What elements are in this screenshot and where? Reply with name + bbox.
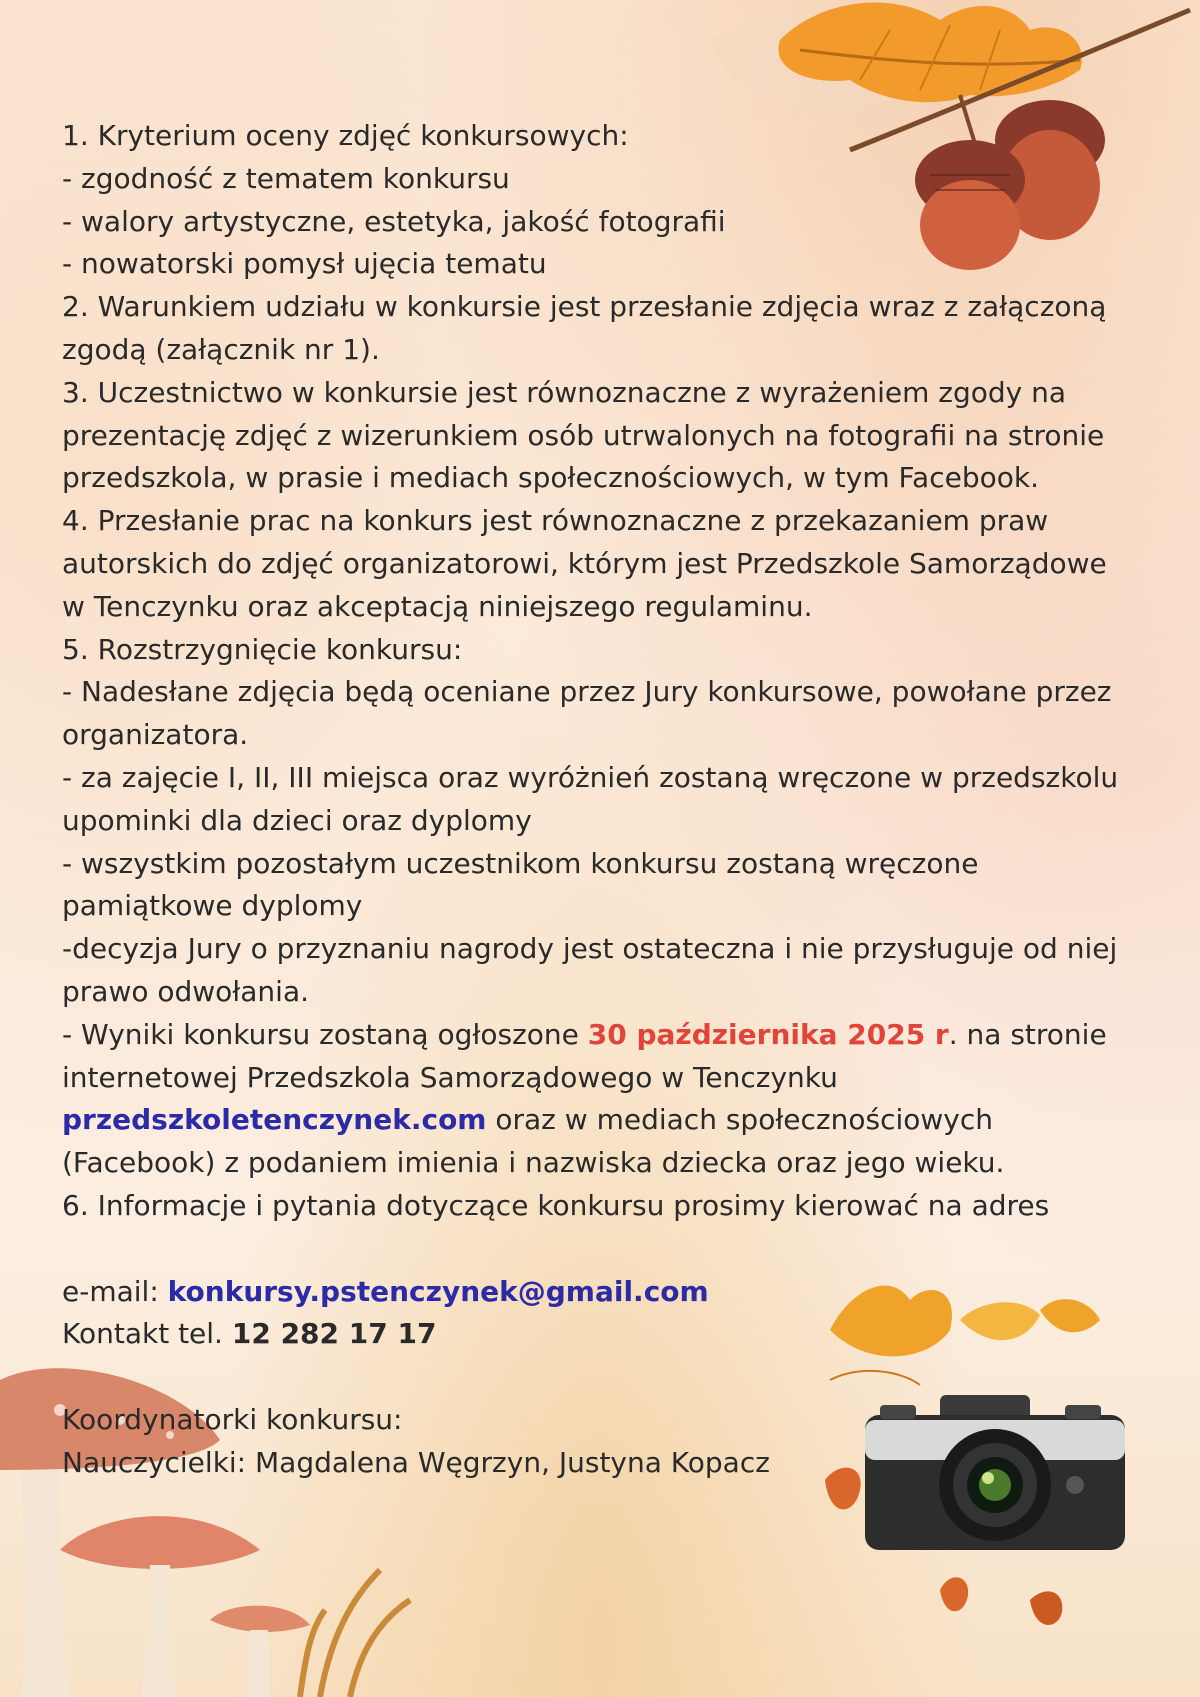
phone-line: Kontakt tel. 12 282 17 17 [62, 1317, 437, 1351]
rule-text: - wszystkim pozostałym uczestnikom konkursu zostaną wręczone [62, 846, 979, 880]
email-line: e-mail: konkursy.pstenczynek@gmail.com [62, 1274, 709, 1308]
rule-text: - za zajęcie I, II, III miejsca oraz wyróżnień zostaną wręczone w przedszkolu [62, 760, 1119, 794]
rule-text: prezentację zdjęć z wizerunkiem osób utrwalonych na fotografii na stronie [62, 418, 1105, 452]
criteria-item: - zgodność z tematem konkursu [62, 161, 510, 195]
falling-leaves-illustration [820, 1460, 1100, 1660]
results-date: 30 października 2025 r [587, 1017, 949, 1051]
coordinators-title: Koordynatorki konkursu: [62, 1402, 403, 1436]
results-line: (Facebook) z podaniem imienia i nazwiska dziecka oraz jego wieku. [62, 1146, 1005, 1180]
resolution-heading: 5. Rozstrzygnięcie konkursu: [62, 632, 463, 666]
rule-text: autorskich do zdjęć organizatorowi, którym jest Przedszkole Samorządowe [62, 546, 1107, 580]
results-line: - Wyniki konkursu zostaną ogłoszone 30 października 2025 r. na stronie [62, 1017, 1107, 1051]
rule-text: zgodą (załącznik nr 1). [62, 332, 380, 366]
rule-text: 4. Przesłanie prac na konkurs jest równoznaczne z przekazaniem praw [62, 504, 1049, 538]
email-link[interactable]: konkursy.pstenczynek@gmail.com [167, 1274, 709, 1308]
criteria-item: - walory artystyczne, estetyka, jakość fotografii [62, 204, 726, 238]
regulations-text [62, 115, 1142, 1485]
rule-text: pamiątkowe dyplomy [62, 889, 363, 923]
rule-text: organizatora. [62, 718, 249, 752]
rule-text: przedszkola, w prasie i mediach społecznościowych, w tym Facebook. [62, 461, 1039, 495]
rule-text: upominki dla dzieci oraz dyplomy [62, 803, 532, 837]
results-line: przedszkoletenczynek.com oraz w mediach społecznościowych [62, 1103, 993, 1137]
coordinators-names: Nauczycielki: Magdalena Węgrzyn, Justyna Kopacz [62, 1445, 770, 1479]
rule-text: w Tenczynku oraz akceptacją niniejszego regulaminu. [62, 589, 813, 623]
results-line: internetowej Przedszkola Samorządowego w Tenczynku [62, 1060, 838, 1094]
criteria-heading: 1. Kryterium oceny zdjęć konkursowych: [62, 119, 629, 152]
rule-text: - Nadesłane zdjęcia będą oceniane przez Jury konkursowe, powołane przez [62, 675, 1112, 709]
rule-text: prawo odwołania. [62, 974, 310, 1008]
info-line: 6. Informacje i pytania dotyczące konkursu prosimy kierować na adres [62, 1188, 1050, 1222]
rule-text: -decyzja Jury o przyznaniu nagrody jest ostateczna i nie przysługuje od niej [62, 932, 1118, 966]
phone-number: 12 282 17 17 [231, 1317, 437, 1351]
rule-text: 3. Uczestnictwo w konkursie jest równoznaczne z wyrażeniem zgody na [62, 375, 1067, 409]
website-link[interactable]: przedszkoletenczynek.com [62, 1103, 487, 1137]
criteria-item: - nowatorski pomysł ujęcia tematu [62, 247, 547, 281]
rule-text: 2. Warunkiem udziału w konkursie jest przesłanie zdjęcia wraz z załączoną [62, 290, 1107, 324]
